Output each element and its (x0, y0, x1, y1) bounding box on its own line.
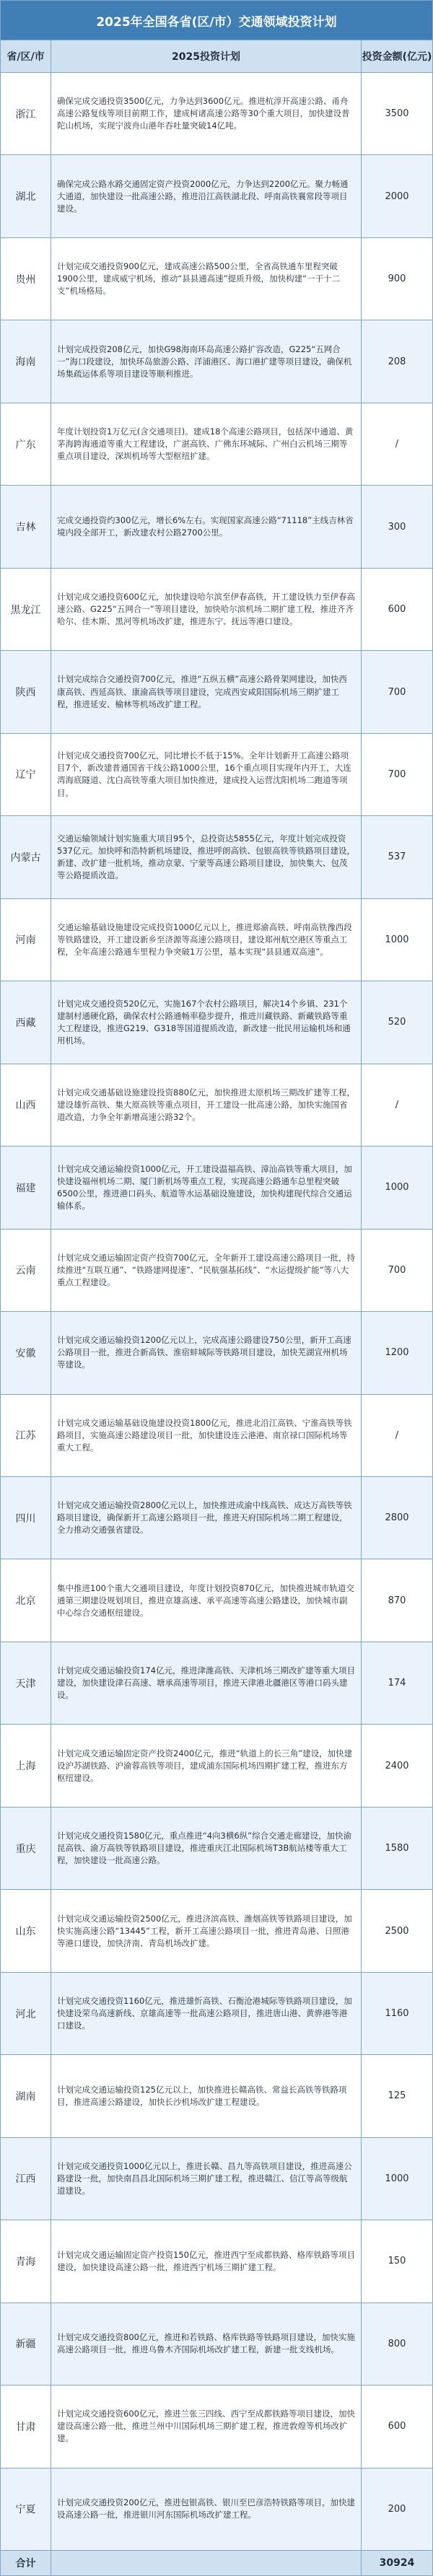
row-plan: 计划完成交通运输投资2800亿元以上，加快推进成渝中线高铁、成达万高铁等铁路项目建设，确保新开工高速公路项目一批，推进天府国际机场二期工程建设，全力推动交通强省建设。 (51, 1477, 362, 1559)
row-plan: 计划完成综合交通投资700亿元，推进“五纵五横”高速公路骨架网建设，加快西康高铁、西延高铁、康渝高铁等项目建设，完成西安咸阳国际机场三期扩建工程，推进延安、榆林等机场改扩建工程。 (51, 651, 362, 732)
table-row (1, 2386, 432, 2468)
row-amount: 700 (388, 768, 406, 780)
table-row (1, 2055, 432, 2137)
row-amount: 1000 (385, 934, 409, 945)
row-province: 陕西 (1, 651, 51, 732)
table-row (1, 2303, 432, 2386)
row-amount: 1000 (385, 2173, 409, 2184)
row-province: 山东 (1, 1890, 51, 1971)
row-plan: 年度计划投资1万亿元(含交通项目)。建成18个高速公路项目，包括深中通道、黄茅海跨海通道等重大工程建设，广湛高铁、广佛东环城际、广州白云机场三期等重点项目建设，深圳机场等大型枢纽扩建。 (51, 403, 362, 485)
table-row (1, 73, 432, 155)
row-plan: 计划完成交通投资800亿元，推进和若铁路、格库铁路等铁路项目建设，加快实施高速公路项目一批，推进乌鲁木齐国际机场改扩建工程，新建一批支线机场。 (51, 2303, 362, 2385)
table-row (1, 320, 432, 403)
row-province: 河南 (1, 899, 51, 981)
row-province: 上海 (1, 1725, 51, 1806)
row-province: 甘肃 (1, 2386, 51, 2467)
row-amount: 600 (388, 604, 406, 615)
row-province: 吉林 (1, 486, 51, 567)
table-row (1, 816, 432, 898)
table-row (1, 2138, 432, 2220)
row-plan: 计划完成交通投资600亿元，推进兰张三四线、西宁至成都铁路等项目建设，加快建设高速公路一批，推进兰州中川国际机场三期扩建工程，推进敦煌等机场改扩建。 (51, 2386, 362, 2467)
row-plan: 计划完成交通投资1160亿元，推进雄忻高铁、石衡沧港城际等铁路项目建设，加快建设荣乌高速新线、京雄高速等一批高速公路项目，推进唐山港、黄骅港等港口建设。 (51, 1973, 362, 2054)
row-province: 辽宁 (1, 734, 51, 815)
row-plan: 计划完成交通投资1580亿元，重点推进“4向3横6纵”综合交通走廊建设，加快渝昆高铁、渝万高铁等铁路项目建设，推进重庆江北国际机场T3B航站楼等重大工程，加快建设一批高速公路。 (51, 1808, 362, 1889)
row-amount: 700 (388, 686, 406, 698)
row-province: 安徽 (1, 1312, 51, 1393)
row-province: 四川 (1, 1477, 51, 1559)
row-plan: 计划完成交通投资1000亿元以上，推进长赣、昌九等高铁项目建设，推进高速公路建设一批，加快南昌昌北国际机场三期扩建工程，推进赣江、信江等高等级航道建设。 (51, 2138, 362, 2220)
row-amount: 2800 (385, 1512, 409, 1524)
row-plan: 计划完成交通投资200亿元，推进包银高铁、银川至巴彦浩特铁路等项目，加快建设高速公路一批，推进银川河东国际机场改扩建工程。 (51, 2468, 362, 2550)
row-province: 黑龙江 (1, 569, 51, 650)
row-plan: 计划完成交通运输基础设施建设投资1800亿元，推进北沿江高铁、宁淮高铁等铁路项目，实施高速公路建设项目一批，加快建设连云港港、南京禄口国际机场等重大工程。 (51, 1395, 362, 1476)
row-province: 广东 (1, 403, 51, 485)
row-province: 海南 (1, 320, 51, 402)
row-province: 重庆 (1, 1808, 51, 1889)
table-row (1, 981, 432, 1064)
table-row (1, 155, 432, 237)
row-plan: 计划完成交通运输固定资产投资2400亿元，推进“轨道上的长三角”建设，加快建设沪苏湖铁路、沪渝蓉高铁等项目，建成浦东国际机场四期扩建工程，推进东方枢纽建设。 (51, 1725, 362, 1806)
row-province: 青海 (1, 2220, 51, 2302)
table-row (1, 2220, 432, 2303)
row-province: 湖北 (1, 155, 51, 237)
row-province: 福建 (1, 1147, 51, 1228)
row-province: 宁夏 (1, 2468, 51, 2550)
total-row (1, 2551, 432, 2575)
row-amount: 1580 (385, 1843, 409, 1854)
row-plan: 计划完成交通投资700亿元，同比增长不低于15%。全年计划新开工高速公路项目7个，新改建普通国省干线公路1000公里，16个重点项目实现年内开工，大连湾海底隧道、沈白高铁等重大项目加快推进，建成投入运营沈阳机场二跑道等项目。 (51, 734, 362, 815)
row-plan: 计划完成交通运输固定资产投资700亿元，全年新开工建设高速公路项目一批，持续推进“互联互通”、“铁路建网提速”、“民航强基拓线”、“水运提级扩能”等八大重点工程建设。 (51, 1230, 362, 1311)
row-plan: 计划完成交通基础设施建设投资880亿元，加快推进太原机场三期改扩建等工程，建设雄忻高铁、集大原高铁等重点项目，开工建设一批高速公路，加快实施国省道改造，力争全年新增高速公路32个。 (51, 1064, 362, 1146)
table-row (1, 651, 432, 733)
row-plan: 完成交通投资约300亿元，增长6%左右。实现国家高速公路“71118”主线吉林省境内段全部开工，新改建农村公路2700公里。 (51, 486, 362, 567)
header-province: 省/区/市 (1, 40, 51, 72)
row-plan: 计划完成交通运输投资125亿元以上，加快推进长赣高铁、常益长高铁等铁路项目，推进高速公路建设，加快长沙机场改扩建工程建设。 (51, 2055, 362, 2137)
total-amount: 30924 (379, 2557, 415, 2569)
table-row (1, 1890, 432, 1972)
table-row (1, 1642, 432, 1725)
row-amount: 2500 (385, 1925, 409, 1937)
table-row (1, 1147, 432, 1229)
header-plan: 2025投资计划 (51, 40, 362, 72)
table-row (1, 1725, 432, 1807)
table-row (1, 1973, 432, 2055)
table-title: 2025年全国各省(区/市）交通领域投资计划 (1, 1, 432, 40)
row-plan: 计划完成交通投资900亿元，建成高速公路500公里，全省高铁通车里程突破1900公里，建成威宁机场，推动“县县通高速”提质升级，加快构建“一干十二支”机场格局。 (51, 238, 362, 320)
row-amount: / (395, 1429, 399, 1441)
row-amount: 1160 (385, 2008, 409, 2020)
table-row (1, 734, 432, 816)
table-row (1, 1395, 432, 1477)
row-province: 贵州 (1, 238, 51, 320)
row-amount: 3500 (385, 108, 409, 120)
row-plan: 计划完成交通投资520亿元，实施167个农村公路项目，解决14个乡镇、231个建制村通硬化路，确保农村公路通畅率稳步提升，推进川藏铁路、新藏铁路等重大工程建设，推进G219、G318等国道提质改造，新改建一批民用运输机场和通用机场。 (51, 981, 362, 1063)
row-amount: 300 (388, 521, 406, 533)
table-row (1, 1808, 432, 1890)
table-row (1, 1559, 432, 1642)
table-row (1, 899, 432, 981)
row-province: 云南 (1, 1230, 51, 1311)
total-spacer (51, 2551, 362, 2575)
table-row (1, 486, 432, 568)
table-row (1, 403, 432, 486)
row-amount: 800 (388, 2338, 406, 2349)
row-amount: 174 (388, 1678, 406, 1689)
table-row (1, 238, 432, 320)
row-amount: 2400 (385, 1760, 409, 1771)
table-row (1, 569, 432, 651)
row-plan: 计划完成交通运输投资2500亿元，推进济滨高铁、潍烟高铁等铁路项目建设，加快实施高速公路“13445”工程，新开工高速公路项目一批，推进青岛港、日照港等港口建设，加快济南、青岛机场改扩建。 (51, 1890, 362, 1971)
table-row (1, 2468, 432, 2551)
header-amount: 投资金额(亿元) (362, 51, 432, 63)
row-province: 内蒙古 (1, 816, 51, 898)
row-province: 河北 (1, 1973, 51, 2054)
row-plan: 确保完成公路水路交通固定资产投资2000亿元，力争达到2200亿元。聚力畅通大通道，加快建设一批高速公路，推进沿江高铁湖北段、呼南高铁襄常段等项目建设。 (51, 155, 362, 237)
row-amount: 1000 (385, 1182, 409, 1193)
row-plan: 计划完成交通运输投资1000亿元，开工建设温福高铁、漳汕高铁等重大项目，加快建设福州机场二期、厦门新机场等重点工程，实现高速公路通车总里程突破6500公里，推进港口码头、航道等水运基础设施建设，加快构建现代综合交通运输体系。 (51, 1147, 362, 1228)
row-province: 天津 (1, 1642, 51, 1724)
row-plan: 计划完成交通投资600亿元，加快建设哈尔滨至伊春高铁，开工建设铁力至伊春高速公路、G225“五网合一”等项目建设，加快哈尔滨机场二期扩建工程，推进齐齐哈尔、佳木斯、黑河等机场改扩建，推进东宁、抚远等港口建设。 (51, 569, 362, 650)
total-label: 合计 (1, 2551, 51, 2575)
table-row (1, 1477, 432, 1559)
row-amount: 2000 (385, 190, 409, 202)
row-amount: 1200 (385, 1347, 409, 1359)
row-amount: / (395, 439, 399, 450)
row-amount: 900 (388, 273, 406, 285)
row-plan: 计划完成交通运输投资1200亿元以上，完成高速公路建设750公里，新开工高速公路项目一批，推进合新高铁、淮宿蚌城际等铁路项目建设，加快芜湖宣州机场等建设。 (51, 1312, 362, 1393)
table-row (1, 1064, 432, 1147)
table-header-row (1, 40, 432, 73)
row-plan: 计划完成投资208亿元，加快G98海南环岛高速公路扩容改造，G225“五网合一”海口段建设，加快环岛旅游公路、洋浦港区、海口港扩建等项目建设，确保机场集疏运体系等项目建设等顺利推进。 (51, 320, 362, 402)
row-plan: 交通运输领域计划实施重大项目95个，总投资达5855亿元，年度计划完成投资537亿元。加快呼和浩特新机场建设，推进呼朗高铁、包银高铁等铁路项目建设，新建、改扩建一批机场，推动京蒙、宁蒙等高速公路项目建设，加快集大、包茂等公路提质改造。 (51, 816, 362, 898)
row-plan: 交通运输基础设施建设完成投资1000亿元以上，推进郑渝高铁、呼南高铁豫西段等铁路建设，开工建设新乡至济源等高速公路项目，建设郑州航空港区等重点工程，全年高速公路通车里程力争突破1万公里，基本实现“县县通双高速”。 (51, 899, 362, 981)
row-amount: / (395, 1099, 399, 1110)
row-province: 北京 (1, 1559, 51, 1641)
row-amount: 125 (388, 2090, 406, 2102)
row-amount: 870 (388, 1595, 406, 1606)
row-amount: 150 (388, 2256, 406, 2267)
row-province: 江西 (1, 2138, 51, 2220)
row-plan: 确保完成交通投资3500亿元，力争达到3600亿元。推进杭淳开高速公路、甬舟高速公路复线等项目前期工作，建成柯诸高速公路等30个重大项目，加快建设普陀山机场，实现宁波舟山港年吞吐量突破14亿吨。 (51, 73, 362, 154)
row-amount: 520 (388, 1017, 406, 1028)
row-plan: 集中推进100个重大交通项目建设，年度计划投资870亿元，加快推进城市轨道交通第三期建设规划项目，推进京雄高速、承平高速等高速公路建设，加快城市副中心综合交通枢纽建设。 (51, 1559, 362, 1641)
row-plan: 计划完成交通运输固定资产投资150亿元，推进西宁至成都铁路、格库铁路等项目建设，加快建设高速公路一批，推进西宁机场三期扩建工程。 (51, 2220, 362, 2302)
row-province: 江苏 (1, 1395, 51, 1476)
row-amount: 600 (388, 2421, 406, 2432)
row-province: 山西 (1, 1064, 51, 1146)
table-body (1, 73, 432, 2551)
row-province: 新疆 (1, 2303, 51, 2385)
row-amount: 700 (388, 1264, 406, 1276)
table-row (1, 1230, 432, 1312)
row-amount: 537 (388, 851, 406, 863)
row-province: 湖南 (1, 2055, 51, 2137)
table-row (1, 1312, 432, 1394)
row-plan: 计划完成交通运输投资174亿元，推进津潍高铁、天津机场三期改扩建等重大项目建设，加快建设津石高速、塘承高速等项目，推进天津港北疆港区等港口码头建设。 (51, 1642, 362, 1724)
row-amount: 208 (388, 356, 406, 367)
row-amount: 200 (388, 2503, 406, 2515)
row-province: 西藏 (1, 981, 51, 1063)
row-province: 浙江 (1, 73, 51, 154)
